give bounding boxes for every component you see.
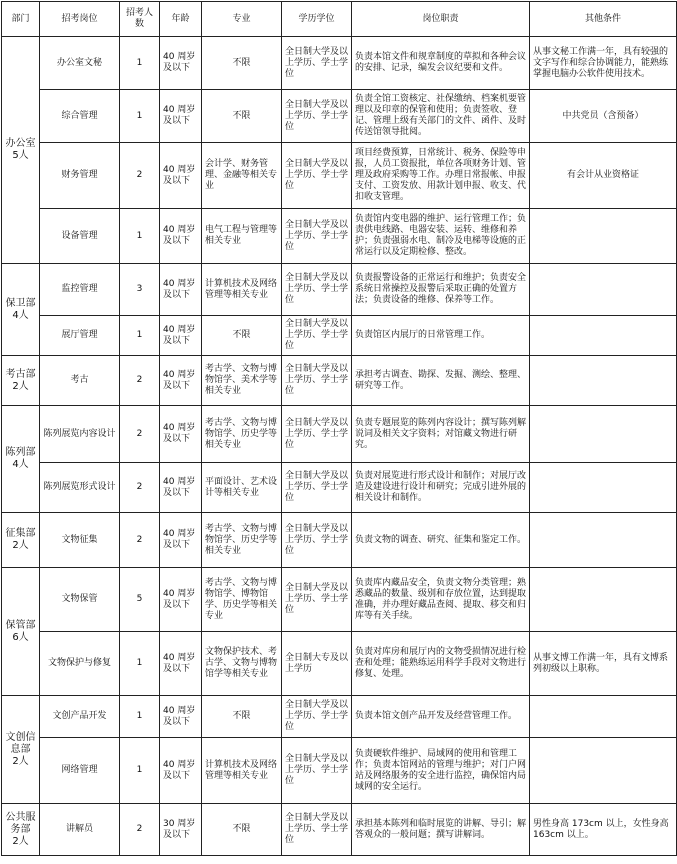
other-cell [530, 209, 677, 264]
count-cell: 5 [120, 568, 160, 632]
other-cell [530, 513, 677, 568]
dept-count: 2人 [12, 380, 29, 392]
other-cell [530, 316, 677, 356]
age-cell: 40 周岁及以下 [160, 37, 202, 90]
position-cell: 展厅管理 [40, 316, 120, 356]
other-cell: 男性身高 173cm 以上，女性身高 163cm 以上。 [530, 804, 677, 856]
other-cell [530, 264, 677, 316]
major-cell: 不限 [202, 696, 282, 738]
table-row [2, 463, 677, 513]
edu-cell: 全日制大学及以上学历、学士学位 [282, 738, 352, 804]
age-cell: 40 周岁及以下 [160, 356, 202, 406]
other-cell [530, 406, 677, 463]
position-cell: 监控管理 [40, 264, 120, 316]
dept-cell [2, 356, 40, 406]
count-cell: 2 [120, 463, 160, 513]
header-age: 年龄 [160, 2, 202, 37]
table-row [2, 804, 677, 856]
age-cell: 40 周岁及以下 [160, 406, 202, 463]
dept-count: 2人 [12, 540, 29, 551]
major-cell: 不限 [202, 316, 282, 356]
position-cell: 文物征集 [40, 513, 120, 568]
age-cell: 40 周岁及以下 [160, 513, 202, 568]
position-cell: 办公室文秘 [40, 37, 120, 90]
edu-cell: 全日制大学及以上学历、学士学位 [282, 696, 352, 738]
duty-cell: 负责硬软件维护、局域网的使用和管理工作；负责本馆网站的管理与维护；对门户网站及网络服务的安全进行监控，确保馆内局域网的安全运行。 [352, 738, 530, 804]
edu-cell: 全日制大学及以上学历、学士学位 [282, 143, 352, 209]
table-row [2, 696, 677, 738]
other-cell [530, 568, 677, 632]
duty-cell: 负责专题展览的陈列内容设计；撰写陈列解说词及相关文字资料；对馆藏文物进行研究。 [352, 406, 530, 463]
position-cell: 陈列展览形式设计 [40, 463, 120, 513]
header-count: 招考人数 [120, 2, 160, 37]
major-cell: 平面设计、艺术设计等相关专业 [202, 463, 282, 513]
table-row [2, 738, 677, 804]
position-cell: 设备管理 [40, 209, 120, 264]
dept-name: 考古部 [5, 368, 36, 380]
dept-name: 办公室 [5, 138, 36, 149]
dept-count: 2人 [12, 835, 29, 847]
major-cell: 会计学、财务管理、金融等相关专业 [202, 143, 282, 209]
dept-cell [2, 804, 40, 856]
edu-cell: 全日制大学及以上学历、学士学位 [282, 316, 352, 356]
dept-cell [2, 513, 40, 568]
major-cell: 考古学、文物与博物馆学、历史学等相关专业 [202, 513, 282, 568]
table-row [2, 143, 677, 209]
header-edu: 学历学位 [282, 2, 352, 37]
dept-name: 保管部 [5, 619, 36, 631]
table-row [2, 316, 677, 356]
dept-name: 保卫部 [5, 297, 36, 309]
edu-cell: 全日制大学及以上学历、学士学位 [282, 37, 352, 90]
other-cell [530, 696, 677, 738]
major-cell: 考古学、文物与博物馆学、美术学等相关专业 [202, 356, 282, 406]
position-cell: 文物保护与修复 [40, 632, 120, 696]
dept-name: 文创信息部 [5, 731, 36, 755]
duty-cell: 负责对库房和展厅内的文物受损情况进行检查和处理；能熟练运用科学手段对文物进行修复、处理。 [352, 632, 530, 696]
position-cell: 陈列展览内容设计 [40, 406, 120, 463]
table-row [2, 90, 677, 143]
duty-cell: 负责馆区内展厅的日常管理工作。 [352, 316, 530, 356]
header-major: 专业 [202, 2, 282, 37]
major-cell: 计算机技术及网络管理等相关专业 [202, 264, 282, 316]
edu-cell: 全日制大学及以上学历、学士学位 [282, 209, 352, 264]
count-cell: 2 [120, 513, 160, 568]
edu-cell: 全日制大学及以上学历、学士学位 [282, 356, 352, 406]
duty-cell: 负责报警设备的正常运行和维护；负责安全系统日常操控及报警后采取正确的处置方法；负责设备的维修、保养等工作。 [352, 264, 530, 316]
header-other: 其他条件 [530, 2, 677, 37]
duty-cell: 负责库内藏品安全，负责文物分类管理；熟悉藏品的数量、级别和存放位置，达到提取准确，并办理好藏品查阅、提取、移交和归库等有关手续。 [352, 568, 530, 632]
age-cell: 40 周岁及以下 [160, 316, 202, 356]
age-cell: 40 周岁及以下 [160, 264, 202, 316]
dept-count: 4人 [12, 459, 29, 470]
duty-cell: 承担考古调查、勘探、发掘、测绘、整理、研究等工作。 [352, 356, 530, 406]
other-cell: 中共党员（含预备） [530, 90, 677, 143]
dept-cell [2, 406, 40, 513]
dept-count: 4人 [12, 309, 29, 321]
age-cell: 30 周岁及以下 [160, 804, 202, 856]
position-cell: 综合管理 [40, 90, 120, 143]
edu-cell: 全日制大学及以上学历、学士学位 [282, 804, 352, 856]
dept-name: 陈列部 [5, 447, 36, 458]
edu-cell: 全日制大学及以上学历、学士学位 [282, 264, 352, 316]
edu-cell: 全日制大学及以上学历、学士学位 [282, 406, 352, 463]
major-cell: 不限 [202, 37, 282, 90]
position-cell: 考古 [40, 356, 120, 406]
other-cell: 从事文秘工作满一年，具有较强的文字写作和综合协调能力，能熟练掌握电脑办公软件使用技术。 [530, 37, 677, 90]
recruitment-table [1, 1, 677, 856]
table-row [2, 406, 677, 463]
count-cell: 2 [120, 804, 160, 856]
age-cell: 40 周岁及以下 [160, 90, 202, 143]
count-cell: 1 [120, 738, 160, 804]
edu-cell: 全日制大学及以上学历、学士学位 [282, 513, 352, 568]
count-cell: 1 [120, 632, 160, 696]
duty-cell: 项目经费预算，日常统计、税务、保险等申报，人员工资报批，单位各项财务计划、管理及政府采购等工作。办理日常报帐、申报支付、工资发放、用款计划申报、收支、代扣收支管理。 [352, 143, 530, 209]
dept-count: 5人 [12, 150, 29, 161]
major-cell: 电气工程与管理等相关专业 [202, 209, 282, 264]
dept-cell [2, 696, 40, 804]
dept-cell [2, 264, 40, 356]
header-dept: 部门 [2, 2, 40, 37]
dept-name: 公共服务部 [5, 811, 36, 835]
other-cell [530, 738, 677, 804]
dept-count: 2人 [12, 755, 29, 767]
table-row [2, 264, 677, 316]
age-cell: 40 周岁及以下 [160, 209, 202, 264]
duty-cell: 负责馆内变电器的维护、运行管理工作；负责供电线路、电器安装、运转、维修和养护；负责强弱水电、制冷及电梯等设施的正常运行以及定期检修、整改。 [352, 209, 530, 264]
duty-cell: 负责本馆文创产品开发及经营管理工作。 [352, 696, 530, 738]
major-cell: 计算机技术及网络管理等相关专业 [202, 738, 282, 804]
other-cell: 有会计从业资格证 [530, 143, 677, 209]
count-cell: 3 [120, 264, 160, 316]
major-cell: 不限 [202, 90, 282, 143]
table-row [2, 356, 677, 406]
major-cell: 不限 [202, 804, 282, 856]
dept-name: 征集部 [5, 528, 36, 539]
major-cell: 考古学、文物与博物馆学、历史学等相关专业 [202, 406, 282, 463]
count-cell: 2 [120, 356, 160, 406]
edu-cell: 全日制大学及以上学历、学士学位 [282, 463, 352, 513]
dept-count: 6人 [12, 631, 29, 643]
position-cell: 讲解员 [40, 804, 120, 856]
position-cell: 文创产品开发 [40, 696, 120, 738]
count-cell: 1 [120, 37, 160, 90]
count-cell: 1 [120, 90, 160, 143]
count-cell: 2 [120, 406, 160, 463]
position-cell: 文物保管 [40, 568, 120, 632]
duty-cell: 负责本馆文件和规章制度的草拟和各种会议的安排、记录，编发会议纪要和文件。 [352, 37, 530, 90]
duty-cell: 负责对展览进行形式设计和制作；对展厅改造及建设进行设计和研究；完成引进外展的相关设计和制作。 [352, 463, 530, 513]
age-cell: 40 周岁及以下 [160, 568, 202, 632]
duty-cell: 承担基本陈列和临时展览的讲解、导引；解答观众的一般问题；撰写讲解词。 [352, 804, 530, 856]
position-cell: 网络管理 [40, 738, 120, 804]
position-cell: 财务管理 [40, 143, 120, 209]
header-duty: 岗位职责 [352, 2, 530, 37]
table-row [2, 568, 677, 632]
count-cell: 1 [120, 316, 160, 356]
count-cell: 1 [120, 696, 160, 738]
header-row [2, 2, 677, 37]
duty-cell: 负责全馆工资核定、社保缴纳、档案机要管理以及印章的保管和使用；负责签收、登记、管理上级有关部门的文件、函件、及时传送馆领导批阅。 [352, 90, 530, 143]
count-cell: 2 [120, 143, 160, 209]
age-cell: 40 周岁及以下 [160, 632, 202, 696]
age-cell: 40 周岁及以下 [160, 463, 202, 513]
age-cell: 40 周岁及以下 [160, 143, 202, 209]
edu-cell: 全日制大专及以上学历 [282, 632, 352, 696]
major-cell: 文物保护技术、考古学、文物与博物馆学等相关专业 [202, 632, 282, 696]
age-cell: 40 周岁及以下 [160, 696, 202, 738]
edu-cell: 全日制大学及以上学历、学士学位 [282, 568, 352, 632]
header-position: 招考岗位 [40, 2, 120, 37]
age-cell: 40 周岁及以下 [160, 738, 202, 804]
table-row [2, 513, 677, 568]
count-cell: 1 [120, 209, 160, 264]
dept-cell [2, 37, 40, 264]
table-row [2, 632, 677, 696]
other-cell [530, 356, 677, 406]
duty-cell: 负责文物的调查、研究、征集和鉴定工作。 [352, 513, 530, 568]
dept-cell [2, 568, 40, 696]
table-row [2, 37, 677, 90]
other-cell: 从事文博工作满一年，具有文博系列初级以上职称。 [530, 632, 677, 696]
major-cell: 考古学、文物与博物馆学、博物馆学、历史学等相关专业 [202, 568, 282, 632]
other-cell [530, 463, 677, 513]
edu-cell: 全日制大学及以上学历、学士学位 [282, 90, 352, 143]
table-row [2, 209, 677, 264]
